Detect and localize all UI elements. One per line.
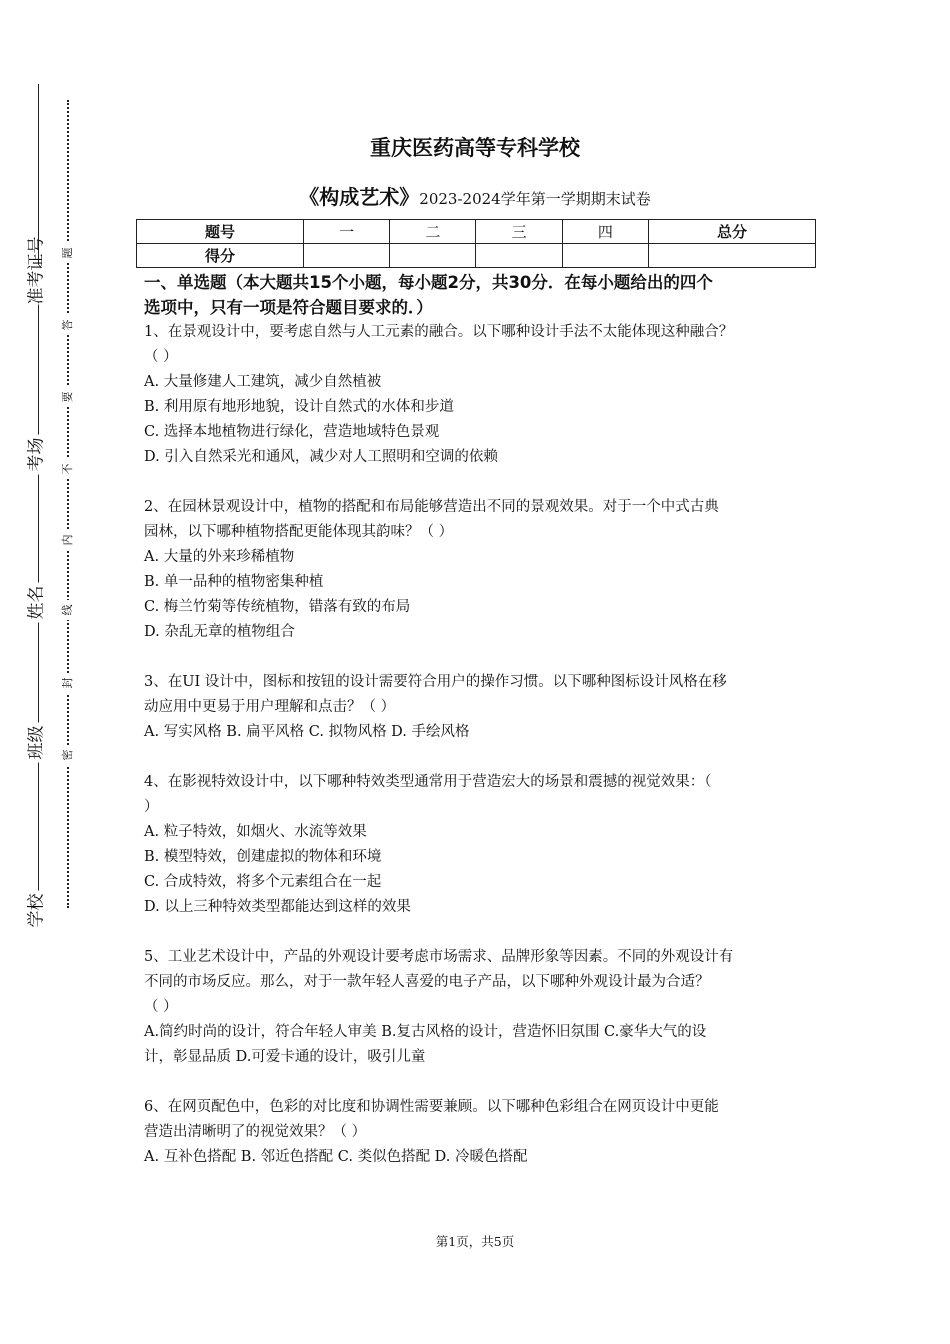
option-b: B. 模型特效，创建虚拟的物体和环境 xyxy=(144,849,382,865)
score-cell[interactable] xyxy=(562,244,648,268)
score-header-cell: 题号 xyxy=(137,220,304,244)
section-heading-line: 一、单选题（本大题共15个小题，每小题2分，共30分．在每小题给出的四个 xyxy=(144,273,713,292)
option-c: C. 梅兰竹菊等传统植物，错落有致的布局 xyxy=(144,599,411,615)
score-header-row xyxy=(137,220,816,244)
score-header-cell: 三 xyxy=(476,220,562,244)
question-line: 5、工业艺术设计中，产品的外观设计要考虑市场需求、品牌形象等因素。不同的外观设计有 xyxy=(144,949,734,965)
seal-char: 线 xyxy=(61,600,75,620)
seal-char: 不 xyxy=(61,459,75,479)
option-a: A. 大量的外来珍稀植物 xyxy=(144,549,295,565)
answer-blank: （ ） xyxy=(144,999,178,1015)
question-line: 6、在网页配色中，色彩的对比度和协调性需要兼顾。以下哪种色彩组合在网页设计中更能 xyxy=(144,1099,719,1115)
options-line: 计，彰显品质 D.可爱卡通的设计，吸引儿童 xyxy=(144,1049,426,1065)
course-name: 《构成艺术》 xyxy=(299,185,420,209)
question-5 xyxy=(144,945,816,1070)
exam-room-label: 考场 xyxy=(22,435,47,475)
seal-char: 要 xyxy=(61,387,75,407)
options-line: A.简约时尚的设计，符合年轻人审美 B.复古风格的设计，营造怀旧氛围 C.豪华大气的设 xyxy=(144,1024,707,1040)
exam-number-label: 准考证号 xyxy=(22,265,47,305)
option-b: B. 利用原有地形地貌，设计自然式的水体和步道 xyxy=(144,399,454,415)
seal-char: 答 xyxy=(61,315,75,335)
answer-blank: （ ） xyxy=(144,349,178,365)
option-b: B. 单一品种的植物密集种植 xyxy=(144,574,324,590)
score-cell[interactable] xyxy=(390,244,476,268)
score-header-cell: 四 xyxy=(562,220,648,244)
score-header-cell: 二 xyxy=(390,220,476,244)
question-line: 动应用中更易于用户理解和点击？（ ） xyxy=(144,699,396,715)
score-header-cell: 总分 xyxy=(648,220,815,244)
page-footer: 第1页，共5页 xyxy=(435,1234,515,1249)
exam-term: 2023-2024学年第一学期期末试卷 xyxy=(419,190,651,208)
binding-line xyxy=(38,84,39,924)
option-a: A. 粒子特效，如烟火、水流等效果 xyxy=(144,824,367,840)
option-a: A. 大量修建人工建筑，减少自然植被 xyxy=(144,374,382,390)
question-6 xyxy=(144,1095,816,1170)
exam-subtitle xyxy=(0,181,950,210)
seal-char: 内 xyxy=(61,530,75,550)
exam-content xyxy=(144,270,816,1170)
question-2 xyxy=(144,495,816,645)
question-line: 营造出清晰明了的视觉效果？（ ） xyxy=(144,1124,367,1140)
option-d: D. 以上三种特效类型都能达到这样的效果 xyxy=(144,899,411,915)
school-label: 学校 xyxy=(22,891,47,931)
score-row-label: 得分 xyxy=(137,244,304,268)
school-title: 重庆医药高等专科学校 xyxy=(370,136,580,160)
question-line: ） xyxy=(144,799,159,815)
option-d: D. 杂乱无章的植物组合 xyxy=(144,624,295,640)
question-line: 2、在园林景观设计中，植物的搭配和布局能够营造出不同的景观效果。对于一个中式古典 xyxy=(144,499,719,515)
question-line: 3、在UI 设计中，图标和按钮的设计需要符合用户的操作习惯。以下哪种图标设计风格在移 xyxy=(144,674,727,690)
options-line: A. 写实风格 B. 扁平风格 C. 拟物风格 D. 手绘风格 xyxy=(144,724,470,740)
class-label: 班级 xyxy=(22,723,47,763)
option-c: C. 选择本地植物进行绿化，营造地域特色景观 xyxy=(144,424,440,440)
score-table xyxy=(136,219,816,268)
score-cell[interactable] xyxy=(304,244,390,268)
score-value-row xyxy=(137,244,816,268)
section-heading xyxy=(144,270,816,320)
seal-char: 密 xyxy=(61,745,75,765)
seal-dotted-line xyxy=(67,100,69,908)
question-3 xyxy=(144,670,816,745)
option-c: C. 合成特效，将多个元素组合在一起 xyxy=(144,874,382,890)
question-line: 1、在景观设计中，要考虑自然与人工元素的融合。以下哪种设计手法不太能体现这种融合？ xyxy=(144,324,734,340)
question-line: 4、在影视特效设计中，以下哪种特效类型通常用于营造宏大的场景和震撼的视觉效果：（ xyxy=(144,774,712,790)
option-d: D. 引入自然采光和通风，减少对人工照明和空调的依赖 xyxy=(144,449,498,465)
seal-char: 题 xyxy=(61,243,75,263)
seal-char: 封 xyxy=(61,673,75,693)
question-line: 园林，以下哪种植物搭配更能体现其韵味？（ ） xyxy=(144,524,454,540)
score-cell[interactable] xyxy=(476,244,562,268)
question-line: 不同的市场反应。那么，对于一款年轻人喜爱的电子产品，以下哪种外观设计最为合适？ xyxy=(144,974,710,990)
question-4 xyxy=(144,770,816,920)
options-line: A. 互补色搭配 B. 邻近色搭配 C. 类似色搭配 D. 冷暖色搭配 xyxy=(144,1149,528,1165)
score-header-cell: 一 xyxy=(304,220,390,244)
name-label: 姓名 xyxy=(22,583,47,623)
score-cell[interactable] xyxy=(648,244,815,268)
section-heading-line: 选项中，只有一项是符合题目要求的．） xyxy=(144,298,433,317)
question-1 xyxy=(144,320,816,470)
